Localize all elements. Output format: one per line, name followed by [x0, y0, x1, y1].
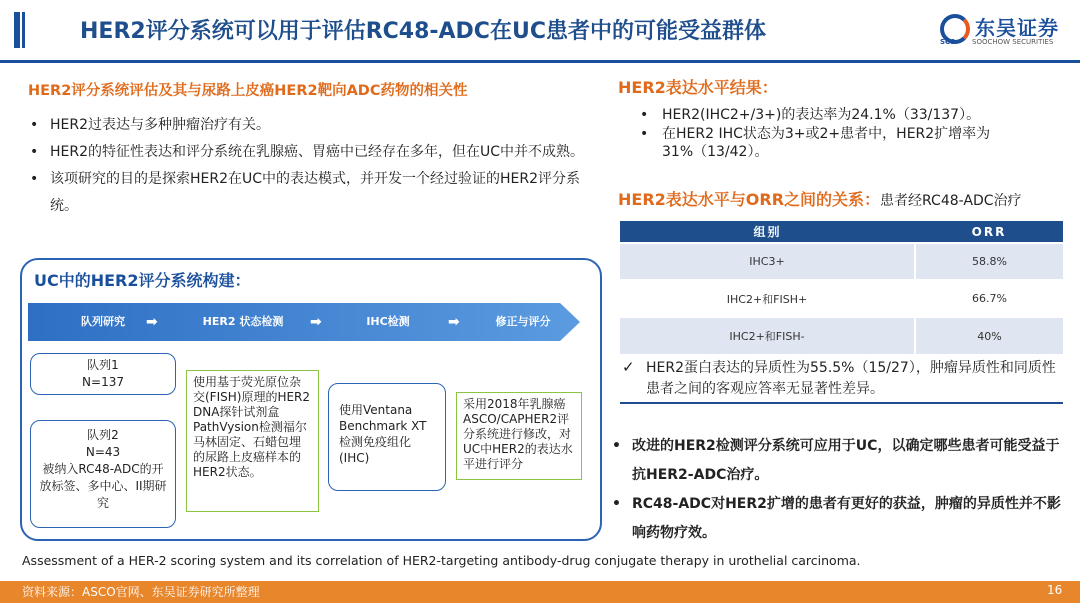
source-caption: Assessment of a HER-2 scoring system and its correlation of HER2-targeting antibody-drug conjugate therapy in urothelial carcinoma.	[22, 553, 861, 568]
table-cell-orr: 66.7%	[915, 280, 1063, 317]
flow-arrow-icon: ➡	[310, 314, 322, 330]
table-row	[620, 280, 1063, 317]
cohort2-box	[30, 420, 176, 528]
heterogeneity-note: HER2蛋白表达的异质性为55.5%（15/27），肿瘤异质性和同质性患者之间的客观应答率无显著性差异。	[646, 360, 1056, 397]
fish-method-box: 使用基于荧光原位杂交(FISH)原理的HER2 DNA探针试剂盒PathVysion检测福尔马林固定、石蜡包埋的尿路上皮癌样本的HER2状态。	[186, 370, 319, 512]
orr-heading	[618, 187, 1022, 210]
orr-table	[620, 221, 1063, 354]
flow-step-her2-detection: HER2 状态检测	[202, 315, 284, 328]
checkmark-icon: ✓	[622, 358, 635, 376]
conclusion-list	[612, 432, 1062, 548]
intro-bullet-list	[30, 112, 590, 220]
table-row	[620, 243, 1063, 280]
result-bullet-list	[640, 106, 1065, 162]
company-name-en: SOOCHOW SECURITIES	[972, 38, 1054, 46]
flow-step-cohort: 队列研究	[81, 315, 125, 328]
note-divider	[620, 402, 1063, 404]
table-cell-orr: 40%	[915, 317, 1063, 354]
table-cell-group: IHC2+和FISH+	[620, 280, 915, 317]
company-name: 东吴证券	[975, 16, 1059, 40]
result-title: HER2表达水平结果：	[618, 78, 778, 97]
conclusion-item: • RC48-ADC对HER2扩增的患者有更好的获益，肿瘤的异质性并不影响药物疗效。	[612, 490, 1062, 548]
company-abbr: SCS	[940, 38, 956, 46]
title-accent-bar-thin	[22, 12, 25, 48]
table-cell-group: IHC2+和FISH-	[620, 317, 915, 354]
revision-method-box: 采用2018年乳腺癌ASCO/CAPHER2评分系统进行修改，对UC中HER2的表达水平进行评分	[456, 392, 582, 480]
table-header-orr: ORR	[915, 221, 1063, 243]
result-bullet: • HER2(IHC2+/3+)的表达率为24.1%（33/137）。	[640, 106, 1065, 125]
intro-bullet: • 该项研究的目的是探索HER2在UC中的表达模式，并开发一个经过验证的HER2评分系统。	[30, 166, 590, 220]
intro-bullet: • HER2的特征性表达和评分系统在乳腺癌、胃癌中已经存在多年，但在UC中并不成熟。	[30, 139, 590, 166]
header-divider	[0, 60, 1080, 63]
cohort2-desc: 被纳入RC48-ADC的开放标签、多中心、II期研究	[39, 462, 167, 510]
table-cell-group: IHC3+	[620, 243, 915, 280]
page-title: HER2评分系统可以用于评估RC48-ADC在UC患者中的可能受益群体	[80, 19, 766, 44]
flow-step-ihc: IHC检测	[366, 315, 410, 328]
page-number: 16	[1047, 583, 1063, 597]
result-bullet: • 在HER2 IHC状态为3+或2+患者中，HER2扩增率为31%（13/42）。	[640, 125, 1065, 162]
cohort2-name: 队列2	[87, 428, 119, 442]
title-accent-bar	[14, 12, 20, 48]
flow-arrow-icon: ➡	[448, 314, 460, 330]
workflow-arrow	[28, 303, 580, 341]
flow-arrow-icon: ➡	[146, 314, 158, 330]
orr-title: HER2表达水平与ORR之间的关系：	[618, 190, 881, 209]
cohort1-box	[30, 353, 176, 395]
scoring-system-title: UC中的HER2评分系统构建：	[34, 271, 251, 290]
ihc-method-box: 使用Ventana Benchmark XT检测免疫组化(IHC)	[328, 383, 446, 491]
left-section-title: HER2评分系统评估及其与尿路上皮癌HER2靶向ADC药物的相关性	[28, 83, 468, 99]
flow-step-revise: 修正与评分	[495, 315, 551, 328]
conclusion-item: • 改进的HER2检测评分系统可应用于UC，以确定哪些患者可能受益于抗HER2-ADC治疗。	[612, 432, 1062, 490]
footer-source: 资料来源：ASCO官网、东吴证券研究所整理	[22, 585, 260, 599]
table-row	[620, 317, 1063, 354]
orr-subtitle: 患者经RC48-ADC治疗	[880, 193, 1022, 209]
cohort1-name: 队列1	[87, 358, 119, 372]
table-header-group: 组别	[620, 221, 915, 243]
intro-bullet: • HER2过表达与多种肿瘤治疗有关。	[30, 112, 590, 139]
table-cell-orr: 58.8%	[915, 243, 1063, 280]
cohort1-n: N=137	[82, 375, 124, 389]
cohort2-n: N=43	[85, 445, 121, 459]
